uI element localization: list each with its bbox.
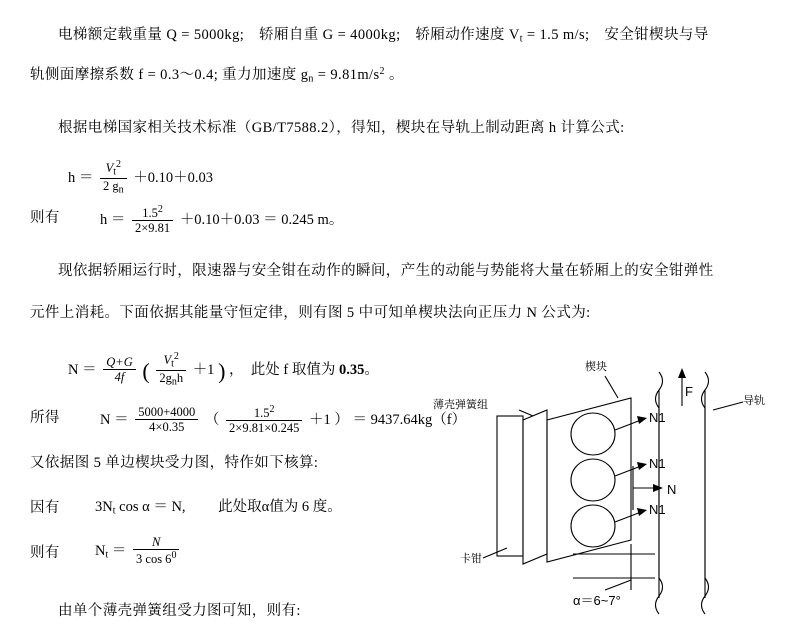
fraction-1p5sq-over-denom xyxy=(226,404,302,436)
fraction-9000-over-1p4 xyxy=(135,405,198,435)
equation-lhs: N ＝ xyxy=(100,412,129,429)
label-thin-shell-spring: 薄壳弹簧组 xyxy=(433,399,488,411)
text-run: 所得 xyxy=(30,410,60,426)
paragraph-then-have-2 xyxy=(30,540,60,568)
leader-guide-rail xyxy=(713,402,743,410)
label-force-N1-bot: N1 xyxy=(649,502,666,517)
label-force-N1-mid: N1 xyxy=(649,456,666,471)
equation-cos-relation xyxy=(95,495,342,517)
clamp-bar xyxy=(497,416,523,556)
label-wedge: 楔块 xyxy=(585,361,607,373)
paragraph-because xyxy=(30,495,60,523)
label-force-N: N xyxy=(667,482,677,497)
leader-wedge xyxy=(605,376,618,398)
angle-arc xyxy=(605,580,631,590)
subscript-n: n xyxy=(308,73,314,85)
paragraph-given-conditions-line1 xyxy=(58,22,709,50)
equation-lhs: h ＝ xyxy=(100,212,126,229)
force-N1-top-line xyxy=(615,420,641,430)
paragraph-energy-conservation-line1 xyxy=(58,258,714,286)
fraction-denominator: 2×9.81 xyxy=(132,220,173,235)
paragraph-energy-conservation-line2 xyxy=(30,300,591,328)
subscript-t: t xyxy=(519,33,523,45)
equation-lhs: N ＝ xyxy=(68,361,97,378)
paren-open: ( xyxy=(142,358,150,384)
equation-inner-tail: ＋1 xyxy=(192,361,215,378)
text-run: 又依据图 5 单边楔块受力图，特作如下核算: xyxy=(30,455,319,471)
equation-inner-tail: ＋1 xyxy=(309,412,331,429)
roller-bottom xyxy=(571,505,615,547)
label-force-N1-top: N1 xyxy=(649,410,666,425)
paren-close: ) xyxy=(218,358,226,384)
spring-group-slab xyxy=(523,410,547,564)
text-run: = 1.5 m/s; 安全钳楔块与导 xyxy=(522,27,709,43)
text-run: 根据电梯国家相关技术标准（GB/T7588.2），得知，楔块在导轨上制动距离 h 计算公式: xyxy=(58,120,625,136)
paragraph-spring-group xyxy=(58,598,301,626)
force-F-arrowhead xyxy=(678,368,686,378)
leader-spring xyxy=(519,410,533,416)
equation-Nt-formula xyxy=(95,536,182,568)
fraction-denominator: $2g_nh$ xyxy=(156,370,186,388)
equation-body: $3N_t$ cos α ＝ N, xyxy=(95,499,186,517)
fraction-denominator: 2 $g_n$ xyxy=(100,178,127,196)
paren-open: （ xyxy=(204,412,220,429)
roller-top xyxy=(571,413,615,455)
text-run: 。 xyxy=(384,67,404,83)
fraction-numerator: $V_t^2$ xyxy=(105,159,122,178)
text-run: 现依据轿厢运行时，限速器与安全钳在动作的瞬间，产生的动能与势能将大量在轿厢上的安全钳弹性 xyxy=(58,263,714,279)
force-N1-bot-arrowhead xyxy=(637,508,647,516)
paragraph-standard-reference xyxy=(58,115,625,143)
label-angle: α＝6~7° xyxy=(573,593,621,608)
equation-tail: ＋0.10＋0.03 ＝ 0.245 m。 xyxy=(179,212,344,229)
superscript-2: 2 xyxy=(379,66,385,77)
force-N1-bot-line xyxy=(615,512,641,522)
force-N1-top-arrowhead xyxy=(637,416,647,424)
equation-h-value xyxy=(100,205,343,237)
fraction-denominator: 4f xyxy=(103,369,136,384)
fraction-numerator: Q+G xyxy=(106,354,133,369)
fraction-vt2-over-2gn xyxy=(100,159,127,196)
text-run: 则有 xyxy=(30,545,60,561)
equation-note: ， 此处 f 取值为 0.35。 xyxy=(229,361,379,378)
text-run: 因有 xyxy=(30,500,60,516)
fraction-denominator: 4×0.35 xyxy=(135,419,198,434)
roller-middle xyxy=(571,459,615,501)
fraction-N-over-3cos6 xyxy=(133,535,179,567)
equation-N-value xyxy=(100,405,466,437)
fraction-vt2-over-2gnh xyxy=(156,351,186,388)
text-run: 元件上消耗。下面依据其能量守恒定律，则有图 5 中可知单楔块法向正压力 N 公式为: xyxy=(30,305,591,321)
fraction-numerator: $1.5^2$ xyxy=(253,404,275,420)
equation-note: 此处取α值为 6 度。 xyxy=(189,499,342,515)
fraction-numerator: N xyxy=(152,535,161,549)
equation-N-formula xyxy=(68,352,379,389)
fraction-1p5sq-over-2x981 xyxy=(132,204,173,236)
label-force-F: F xyxy=(685,384,693,399)
equation-lhs: $N_t$ ＝ xyxy=(95,543,127,561)
paragraph-obtained xyxy=(30,405,60,433)
force-N-arrowhead xyxy=(653,484,663,492)
force-N1-mid-arrowhead xyxy=(637,462,647,470)
equation-lhs: h ＝ xyxy=(68,169,94,186)
fraction-denominator: 2×9.81×0.245 xyxy=(226,420,302,435)
equation-result: ＝ 9437.64kg（f） xyxy=(352,412,467,429)
fraction-denominator: 3 $\cos 6^0$ xyxy=(133,549,179,566)
fraction-QplusG-over-4f xyxy=(103,355,136,385)
text-run: = 9.81m/s xyxy=(313,67,380,83)
text-run: 轨侧面摩擦系数 f = 0.3～0.4; 重力加速度 g xyxy=(30,67,309,83)
paragraph-then-have-1 xyxy=(30,205,60,233)
paren-close: ） xyxy=(334,412,349,429)
equation-tail: ＋0.10＋0.03 xyxy=(133,169,213,186)
force-N1-mid-line xyxy=(615,466,641,476)
figure-wedge-force-diagram xyxy=(433,358,800,618)
paragraph-figure5-reference xyxy=(30,450,318,478)
fraction-numerator: $V_t^2$ xyxy=(163,351,179,370)
text-run: 电梯额定载重量 Q = 5000kg; 轿厢自重 G = 4000kg; 轿厢动作速度 V xyxy=(58,27,520,43)
text-run: 则有 xyxy=(30,210,60,226)
label-clamp: 卡钳 xyxy=(460,553,482,565)
fraction-numerator: 5000+4000 xyxy=(138,405,196,419)
fraction-numerator: $1.5^2$ xyxy=(142,204,163,220)
wedge-block xyxy=(547,398,631,562)
label-guide-rail: 导轨 xyxy=(743,395,765,407)
equation-h-formula xyxy=(68,160,213,197)
text-run: 由单个薄壳弹簧组受力图可知，则有: xyxy=(58,603,301,619)
paragraph-given-conditions-line2 xyxy=(30,62,404,90)
